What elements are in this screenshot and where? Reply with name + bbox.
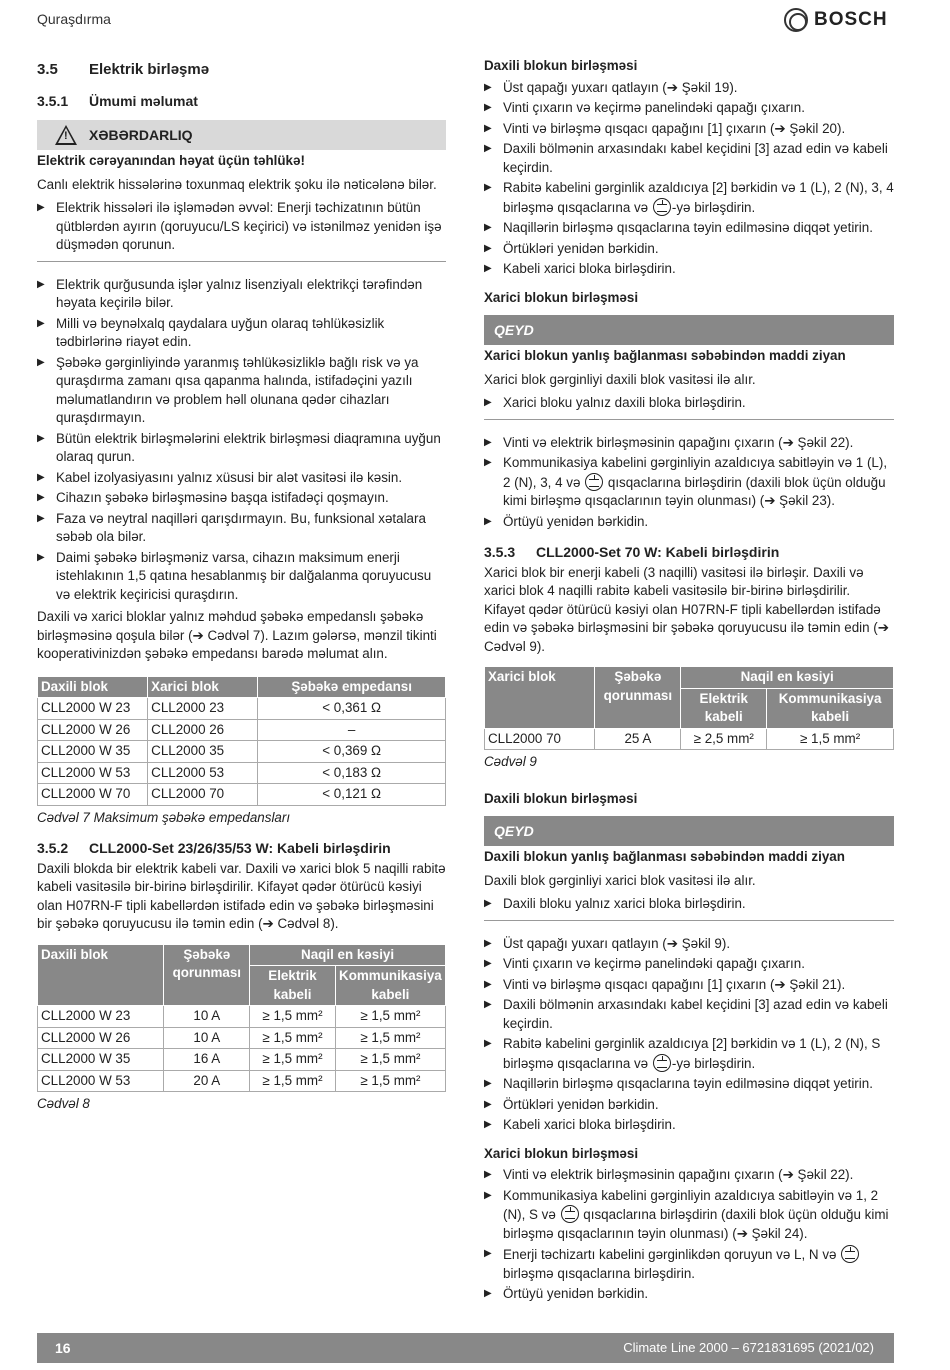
ground-icon: [653, 1054, 671, 1072]
ground-icon: [561, 1205, 579, 1223]
table-row: CLL2000 70 25 A ≥ 2,5 mm² ≥ 1,5 mm²: [485, 728, 894, 750]
indoor-connection-list: [484, 79, 894, 279]
list-item: ▶ Vinti və elektrik birləşməsinin qapağını çıxarın (➔ Şəkil 22).: [484, 434, 894, 453]
list-item: ▶ Kommunikasiya kabelini gərginliyin azaldıcıya sabitləyin və 1, 2 (N), S və qısqaclarına birləşdirin (daxili blok üçün olduğu kimi birləşmə qısqaclarının təyin olunması) (➔ Şəkil 24).: [484, 1187, 894, 1244]
ground-icon: [841, 1245, 859, 1263]
list-item: ▶ Örtüyü yenidən bərkidin.: [484, 1285, 894, 1304]
brand-name: BOSCH: [814, 8, 888, 30]
list-item: ▶ Daxili bloku yalnız xarici bloka birləşdirin.: [484, 895, 894, 914]
note-banner: QEYD: [484, 315, 894, 345]
table-row: CLL2000 W 53 20 A ≥ 1,5 mm² ≥ 1,5 mm²: [38, 1070, 446, 1092]
table-header: Naqil en kəsiyi: [681, 667, 894, 689]
section-3-5-2-heading: 3.5.2 CLL2000-Set 23/26/35/53 W: Kabeli birləşdirin: [37, 840, 391, 856]
warning-list: [37, 199, 446, 262]
document-id: Climate Line 2000 – 6721831695 (2021/02): [623, 1339, 874, 1355]
impedance-paragraph: Daxili və xarici bloklar yalnız məhdud şəbəkə empedanslı şəbəkə birləşməsinə qoşula bilər (➔ Cədvəl 7). Lazım gələrsə, mənzil tikinti kooperativinizdən şəbəkə empedansı barədə məlumat alın.: [37, 609, 437, 661]
list-item: ▶ Daxili bölmənin arxasındakı kabel keçidini [3] azad edin və kabeli keçirdin.: [484, 996, 894, 1033]
list-item: ▶ Naqillərin birləşmə qısqaclarına təyin edilməsinə diqqət yetirin.: [484, 219, 894, 238]
list-item: ▶ Bütün elektrik birləşmələrini elektrik birləşməsi diaqramına uyğun olaraq qurun.: [37, 430, 446, 467]
section-3-5-3-heading: 3.5.3 CLL2000-Set 70 W: Kabeli birləşdirin: [484, 544, 780, 560]
list-item: ▶ Elektrik hissələri ilə işləmədən əvvəl: Enerji təchizatının bütün qütblərdən ayırın (qoruyucu/LS keçirici) və istənilməz yenidən işə düşmədən qorunun.: [37, 199, 446, 255]
table-row: CLL2000 W 26 10 A ≥ 1,5 mm² ≥ 1,5 mm²: [38, 1027, 446, 1049]
bosch-armature-icon: [784, 8, 808, 32]
indoor-connection-heading-2: Daxili blokun birləşməsi: [484, 790, 638, 806]
table-header: Naqil en kəsiyi: [250, 944, 446, 966]
list-item: ▶ Enerji təchizartı kabelini gərginlikdən qoruyun və L, N və birləşmə qısqaclarına birləşdirin.: [484, 1245, 894, 1283]
table-8: [37, 944, 446, 1093]
table-header: Xarici blok: [148, 676, 258, 698]
note-headline-2: Daxili blokun yanlış bağlanması səbəbindən maddi ziyan: [484, 849, 845, 864]
section-3-5-2-text: Daxili blokda bir elektrik kabeli var. Daxili və xarici blok 5 naqilli rabitə kabeli vasitəsilə bir-birinə birləşdirilir. Kifayət qədər ötürücü kəsiyi olan H07RN-F tipli kabellərdən istifadə edin və şəbəkə birləşməsini bir şəbəkə qoruyucusu ilə təmin edin (➔ Cədvəl 8).: [37, 860, 446, 931]
list-item: ▶ Kabel izolyasiyasını yalnız xüsusi bir alət vasitəsi ilə kəsin.: [37, 469, 446, 488]
list-item: ▶ Cihazın şəbəkə birləşməsinə başqa istifadəçi qoşmayın.: [37, 489, 446, 508]
warning-text: Canlı elektrik hissələrinə toxunmaq elektrik şoku ilə nəticələnə bilər.: [37, 176, 437, 192]
warning-headline: Elektrik cərəyanından həyat üçün təhlükə!: [37, 153, 305, 168]
list-item: ▶ Vinti çıxarın və keçirmə panelindəki qapağı çıxarın.: [484, 955, 894, 974]
table-row: CLL2000 W 23 CLL2000 23 < 0,361 Ω: [38, 698, 446, 720]
table-row: CLL2000 W 35 CLL2000 35 < 0,369 Ω: [38, 741, 446, 763]
left-column: [37, 57, 446, 1126]
table-header: Şəbəkə qorunması: [595, 667, 681, 729]
warning-triangle-icon: [55, 125, 77, 145]
list-item: ▶ Kommunikasiya kabelini gərginliyin azaldıcıya sabitləyin və 1 (L), 2 (N), 3, 4 və qısqaclarına birləşdirin (daxili blok üçün olduğu kimi birləşmə qısqaclarının təyin olunması) (➔ Şəkil 23).: [484, 454, 894, 511]
list-item: ▶ Milli və beynəlxalq qaydalara uyğun olaraq təhlükəsizlik tədbirlərinə riayət edin.: [37, 315, 446, 352]
list-item: ▶ Üst qapağı yuxarı qatlayın (➔ Şəkil 9).: [484, 935, 894, 954]
list-item: ▶ Şəbəkə gərginliyində yaranmış təhlükəsizliklə bağlı risk və ya quraşdırma zamanı qısa qapanma halında, istifadəçini yazılı məlumatlandırın və problem həll olunana qədər cihazları quraşdırmayın.: [37, 354, 446, 428]
ground-icon: [585, 473, 603, 491]
table-header: Kommunikasiya kabeli: [335, 966, 445, 1006]
note-banner-2: QEYD: [484, 816, 894, 846]
indoor-connection-heading: Daxili blokun birləşməsi: [484, 58, 638, 73]
table-row: CLL2000 W 35 16 A ≥ 1,5 mm² ≥ 1,5 mm²: [38, 1049, 446, 1071]
bosch-logo: [784, 8, 888, 32]
table-7: [37, 676, 446, 806]
outdoor-connection-heading: Xarici blokun birləşməsi: [484, 289, 639, 305]
table-9-caption: Cədvəl 9: [484, 754, 537, 769]
section-3-5-3-text: Xarici blok bir enerji kabeli (3 naqilli) vasitəsi ilə birləşir. Daxili və xarici blok 4 naqilli rabitə kabeli vasitəsilə bir-birinə birləşdirilir. Kifayət qədər ötürücü kəsiyi olan H07RN-F tipli kabellərdən istifadə edin və şəbəkə birləşməsini bir şəbəkə qoruyucusu ilə təmin edin (➔ Cədvəl 9).: [484, 564, 889, 654]
list-item: ▶ Kabeli xarici bloka birləşdirin.: [484, 1116, 894, 1135]
table-row: CLL2000 W 53 CLL2000 53 < 0,183 Ω: [38, 762, 446, 784]
table-header: Daxili blok: [38, 944, 164, 1006]
table-header: Şəbəkə qorunması: [164, 944, 250, 1006]
table-8-caption: Cədvəl 8: [37, 1096, 90, 1111]
table-header: Şəbəkə empedansı: [258, 676, 446, 698]
general-list: [37, 276, 446, 605]
list-item: ▶ Kabeli xarici bloka birləşdirin.: [484, 260, 894, 279]
page-number: 16: [55, 1339, 71, 1356]
table-header: Xarici blok: [485, 667, 595, 729]
list-item: ▶ Faza və neytral naqilləri qarışdırmayın. Bu, funksional xətalara səbəb ola bilər.: [37, 510, 446, 547]
table-header: Daxili blok: [38, 676, 148, 698]
outdoor-connection-list: [484, 434, 894, 532]
list-item: ▶ Naqillərin birləşmə qısqaclarına təyin edilməsinə diqqət yetirin.: [484, 1075, 894, 1094]
table-9: [484, 666, 894, 750]
warning-banner: [37, 120, 446, 150]
note-text: Xarici blok gərginliyi daxili blok vasitəsi ilə alır.: [484, 371, 756, 387]
list-item: ▶ Elektrik qurğusunda işlər yalnız lisenziyalı elektrikçi tərəfindən həyata keçirilə bilər.: [37, 276, 446, 313]
page-footer: [37, 1333, 894, 1363]
list-item: ▶ Vinti və elektrik birləşməsinin qapağını çıxarın (➔ Şəkil 22).: [484, 1166, 894, 1185]
section-3-5-heading: 3.5 Elektrik birləşmə: [37, 61, 210, 78]
list-item: ▶ Örtükləri yenidən bərkidin.: [484, 1096, 894, 1115]
outdoor-connection-heading-2: Xarici blokun birləşməsi: [484, 1145, 639, 1161]
table-row: CLL2000 W 70 CLL2000 70 < 0,121 Ω: [38, 784, 446, 806]
list-item: ▶ Daxili bölmənin arxasındakı kabel keçidini [3] azad edin və kabeli keçirdin.: [484, 140, 894, 177]
warning-label: XƏBƏRDARLIQ: [89, 126, 193, 143]
list-item: ▶ Rabitə kabelini gərginlik azaldıcıya [2] bərkidin və 1 (L), 2 (N), S birləşmə qısqaclarına və -yə birləşdirin.: [484, 1035, 894, 1073]
list-item: ▶ Daimi şəbəkə birləşməniz varsa, cihazın maksimum enerji istehlakının 1,5 qatına hesablanmış bir dalğalanma qoruyucusu və elektrik keçiricisi quraşdırın.: [37, 549, 446, 605]
list-item: ▶ Vinti və birləşmə qısqacı qapağını [1] çıxarın (➔ Şəkil 21).: [484, 976, 894, 995]
list-item: ▶ Vinti və birləşmə qısqacı qapağını [1] çıxarın (➔ Şəkil 20).: [484, 120, 894, 139]
table-row: CLL2000 W 23 10 A ≥ 1,5 mm² ≥ 1,5 mm²: [38, 1006, 446, 1028]
right-column: [484, 57, 894, 1306]
list-item: ▶ Xarici bloku yalnız daxili bloka birləşdirin.: [484, 394, 894, 413]
list-item: ▶ Örtükləri yenidən bərkidin.: [484, 240, 894, 259]
running-header: Quraşdırma: [37, 11, 111, 27]
note-list-2: [484, 895, 894, 921]
note-list: [484, 394, 894, 420]
indoor-connection-list-2: [484, 935, 894, 1135]
list-item: ▶ Vinti çıxarın və keçirmə panelindəki qapağı çıxarın.: [484, 99, 894, 118]
note-text-2: Daxili blok gərginliyi xarici blok vasitəsi ilə alır.: [484, 872, 756, 888]
ground-icon: [653, 198, 671, 216]
section-3-5-1-heading: 3.5.1 Ümumi məlumat: [37, 92, 198, 109]
outdoor-connection-list-2: [484, 1166, 894, 1304]
note-headline: Xarici blokun yanlış bağlanması səbəbindən maddi ziyan: [484, 348, 846, 363]
table-7-caption: Cədvəl 7 Maksimum şəbəkə empedansları: [37, 809, 291, 825]
list-item: ▶ Örtüyü yenidən bərkidin.: [484, 513, 894, 532]
table-header: Elektrik kabeli: [681, 688, 767, 728]
list-item: ▶ Üst qapağı yuxarı qatlayın (➔ Şəkil 19).: [484, 79, 894, 98]
table-header: Kommunikasiya kabeli: [767, 688, 894, 728]
table-row: CLL2000 W 26 CLL2000 26 –: [38, 719, 446, 741]
list-item: ▶ Rabitə kabelini gərginlik azaldıcıya [2] bərkidin və 1 (L), 2 (N), 3, 4 birləşmə qısqaclarına və -yə birləşdirin.: [484, 179, 894, 217]
table-header: Elektrik kabeli: [250, 966, 336, 1006]
